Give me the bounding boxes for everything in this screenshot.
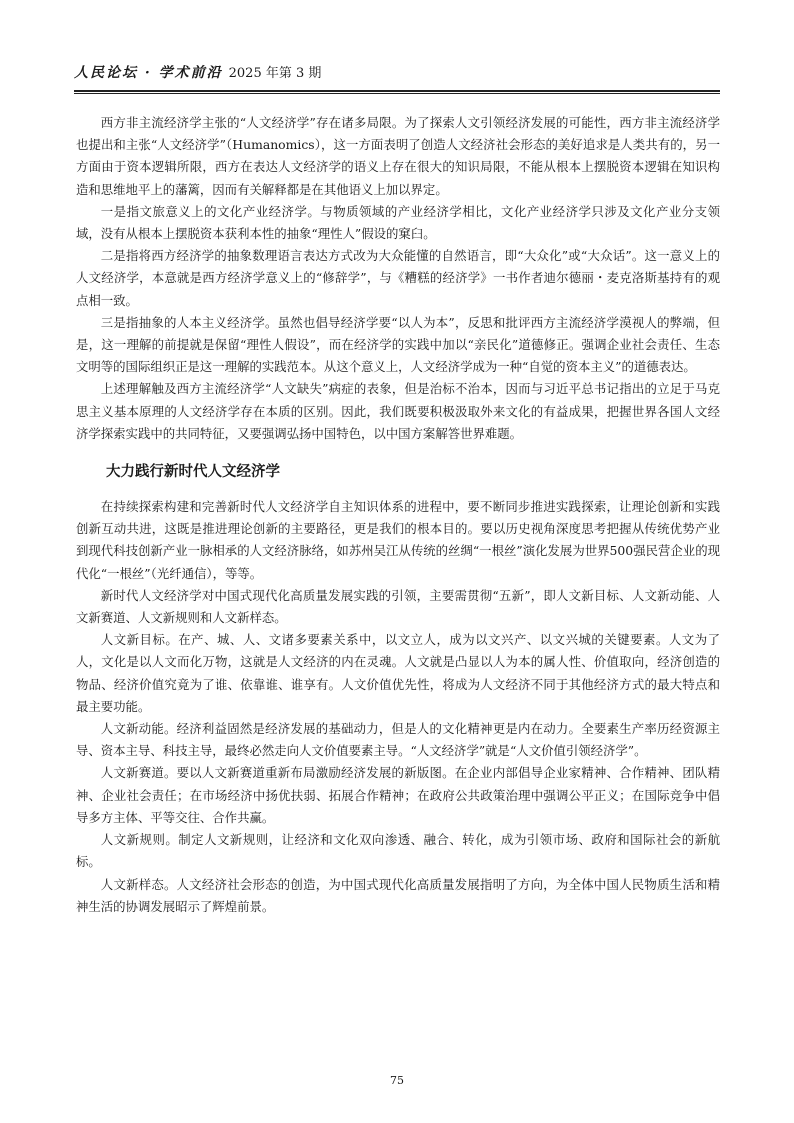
paragraph: 上述理解触及西方主流经济学“人文缺失”病症的表象，但是治标不治本，因而与习近平总书记指出的立足于马克思主义基本原理的人文经济学存在本质的区别。因此，我们既要积极汲取外来文化的有益成果，把握世界各国人文经济学探索实践中的共同特征，又要强调弘扬中国特色，以中国方案解答世界难题。 [76,381,720,441]
paragraph: 人文新规则。制定人文新规则，让经济和文化双向渗透、融合、转化，成为引领市场、政府和国际社会的新航标。 [76,832,720,870]
paragraph: 新时代人文经济学对中国式现代化高质量发展实践的引领，主要需贯彻“五新”，即人文新目标、人文新动能、人文新赛道、人文新规则和人文新样态。 [76,587,720,626]
header-rule-thick [74,90,720,92]
page-number: 75 [390,1074,404,1087]
paragraph: 二是指将西方经济学的抽象数理语言表达方式改为大众能懂的自然语言，即“大众化”或“大众话”。这一意义上的人文经济学，本意就是西方经济学意义上的“修辞学”，与《糟糕的经济学》一书作者迪尔德丽・麦克洛斯基持有的观点相一致。 [76,248,720,308]
paragraph: 一是指文旅意义上的文化产业经济学。与物质领域的产业经济学相比，文化产业经济学只涉及文化产业分支领域，没有从根本上摆脱资本获利本性的抽象“理性人”假设的窠臼。 [76,203,720,242]
header-rule-thin [74,93,720,94]
paragraph: 人文新赛道。要以人文新赛道重新布局激励经济发展的新版图。在企业内部倡导企业家精神、合作精神、团队精神、企业社会责任；在市场经济中扬优扶弱、拓展合作精神；在政府公共政策治理中强调公平正义；在国际竞争中倡导多方主体、平等交往、合作共赢。 [76,765,720,825]
paragraph: 人文新样态。人文经济社会形态的创造，为中国式现代化高质量发展指明了方向，为全体中国人民物质生活和精神生活的协调发展昭示了辉煌前景。 [76,876,720,914]
section-heading: 大力践行新时代人文经济学 [106,464,280,481]
running-header [74,62,720,86]
paragraph: 西方非主流经济学主张的“人文经济学”存在诸多局限。为了探索人文引领经济发展的可能性，西方非主流经济学也提出和主张“人文经济学”（Humanomics），这一方面表明了创造人文经济社会形态的美好追求是人类共有的，另一方面由于资本逻辑所限，西方在表达人文经济学的语义上存在很大的知识局限，不能从根本上摆脱资本逻辑在知识构造和思维地平上的藩篱，因而有关解释都是在其他语义上加以界定。 [76,115,720,197]
paragraph: 三是指抽象的人本主义经济学。虽然也倡导经济学要“以人为本”，反思和批评西方主流经济学漠视人的弊端，但是，这一理解的前提就是保留“理性人假设”，而在经济学的实践中加以“亲民化”道德修正。强调企业社会责任、生态文明等的国际组织正是这一理解的实践范本。从这个意义上，人文经济学成为一种“自觉的资本主义”的道德表达。 [76,314,720,375]
article-body [76,112,720,918]
paragraph: 人文新动能。经济利益固然是经济发展的基础动力，但是人的文化精神更是内在动力。全要素生产率历经资源主导、资本主导、科技主导，最终必然走向人文价值要素主导。“人文经济学”就是“人文价值引领经济学”。 [76,721,720,759]
paragraph: 人文新目标。在产、城、人、文诸多要素关系中，以文立人，成为以文兴产、以文兴城的关键要素。人文为了人，文化是以人文而化万物，这就是人文经济的内在灵魂。人文就是凸显以人为本的属人性、价值取向，经济创造的物品、经济价值究竟为了谁、依靠谁、谁享有。人文价值优先性，将成为人文经济不同于其他经济方式的最大特点和最主要功能。 [76,632,720,714]
journal-name: 人民论坛 · 学术前沿 [74,65,223,81]
paragraph: 在持续探索构建和完善新时代人文经济学自主知识体系的进程中，要不断同步推进实践探索，让理论创新和实践创新互动共进，这既是推进理论创新的主要路径，更是我们的根本目的。要以历史视角深度思考把握从传统优势产业到现代科技创新产业一脉相承的人文经济脉络，如苏州吴江从传统的丝绸“一根丝”演化发展为世界500强民营企业的现代化“一根丝”（光纤通信），等等。 [76,499,720,581]
issue-label: 2025 年第 3 期 [228,66,322,81]
